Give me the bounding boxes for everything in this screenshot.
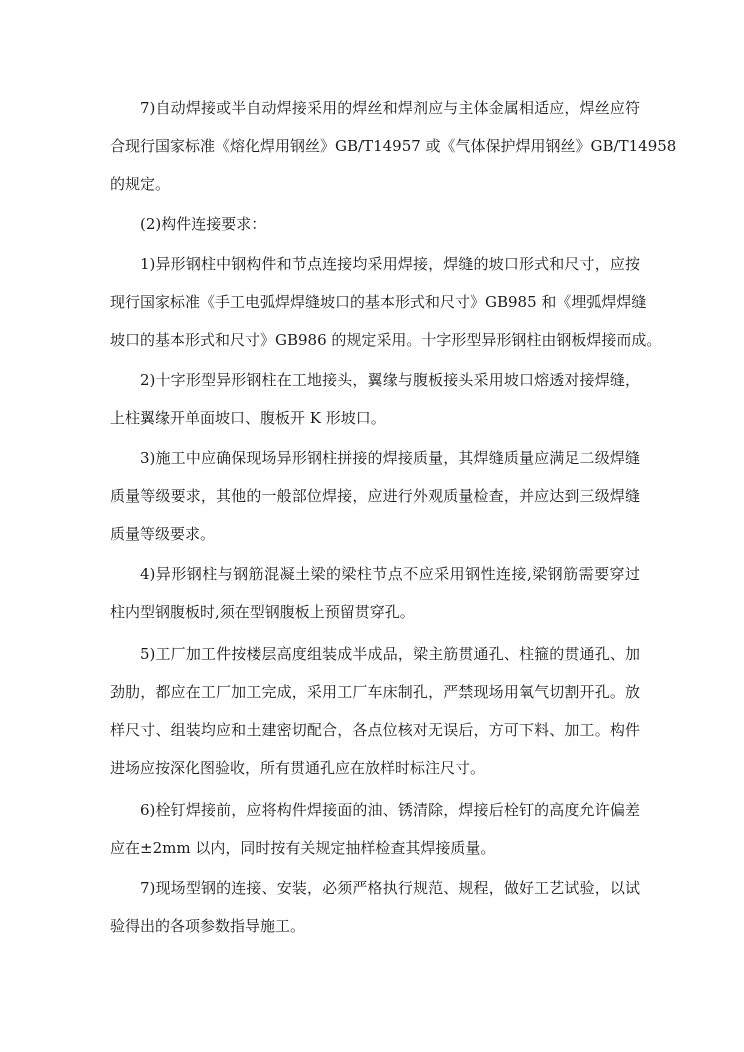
section-heading: (2)构件连接要求：: [140, 215, 267, 233]
paragraph-line: 柱内型钢腹板时,须在型钢腹板上预留贯穿孔。: [110, 603, 415, 621]
paragraph-line: 验得出的各项参数指导施工。: [110, 917, 306, 935]
paragraph-line: 4)异形钢柱与钢筋混凝土梁的梁柱节点不应采用钢性连接,梁钢筋需要穿过: [140, 565, 640, 583]
paragraph-line: 质量等级要求。: [110, 525, 216, 543]
paragraph-line: 5)工厂加工件按楼层高度组装成半成品，梁主筋贯通孔、柱箍的贯通孔、加: [140, 645, 640, 663]
paragraph-line: 7)自动焊接或半自动焊接采用的焊丝和焊剂应与主体金属相适应，焊丝应符: [140, 99, 640, 117]
paragraph-line: 7)现场型钢的连接、安装，必须严格执行规范、规程，做好工艺试验，以试: [140, 879, 640, 897]
paragraph-line: 进场应按深化图验收，所有贯通孔应在放样时标注尺寸。: [110, 759, 486, 777]
paragraph-line: 现行国家标准《手工电弧焊焊缝坡口的基本形式和尺寸》GB985 和《埋弧焊焊缝: [110, 293, 647, 311]
paragraph-line: 6)栓钉焊接前，应将构件焊接面的油、锈清除，焊接后栓钉的高度允许偏差: [140, 801, 640, 819]
paragraph-line: 应在±2mm 以内，同时按有关规定抽样检查其焊接质量。: [110, 839, 496, 857]
paragraph-line: 的规定。: [110, 175, 171, 193]
paragraph-line: 3)施工中应确保现场异形钢柱拼接的焊接质量，其焊缝质量应满足二级焊缝: [140, 449, 640, 467]
paragraph-line: 1)异形钢柱中钢构件和节点连接均采用焊接，焊缝的坡口形式和尺寸，应按: [140, 255, 640, 273]
paragraph-line: 上柱翼缘开单面坡口、腹板开 K 形坡口。: [110, 409, 386, 427]
paragraph-line: 样尺寸、组装均应和土建密切配合，各点位核对无误后，方可下料、加工。构件: [110, 721, 640, 739]
paragraph-line: 合现行国家标准《熔化焊用钢丝》GB/T14957 或《气体保护焊用钢丝》GB/T14958: [110, 137, 677, 155]
paragraph-line: 劲肋，都应在工厂加工完成，采用工厂车床制孔，严禁现场用氧气切割开孔。放: [110, 683, 640, 701]
paragraph-line: 质量等级要求，其他的一般部位焊接，应进行外观质量检查，并应达到三级焊缝: [110, 487, 640, 505]
paragraph-line: 坡口的基本形式和尺寸》GB986 的规定采用。十字形型异形钢柱由钢板焊接而成。: [110, 331, 662, 349]
paragraph-line: 2)十字形型异形钢柱在工地接头，翼缘与腹板接头采用坡口熔透对接焊缝，: [140, 371, 640, 389]
